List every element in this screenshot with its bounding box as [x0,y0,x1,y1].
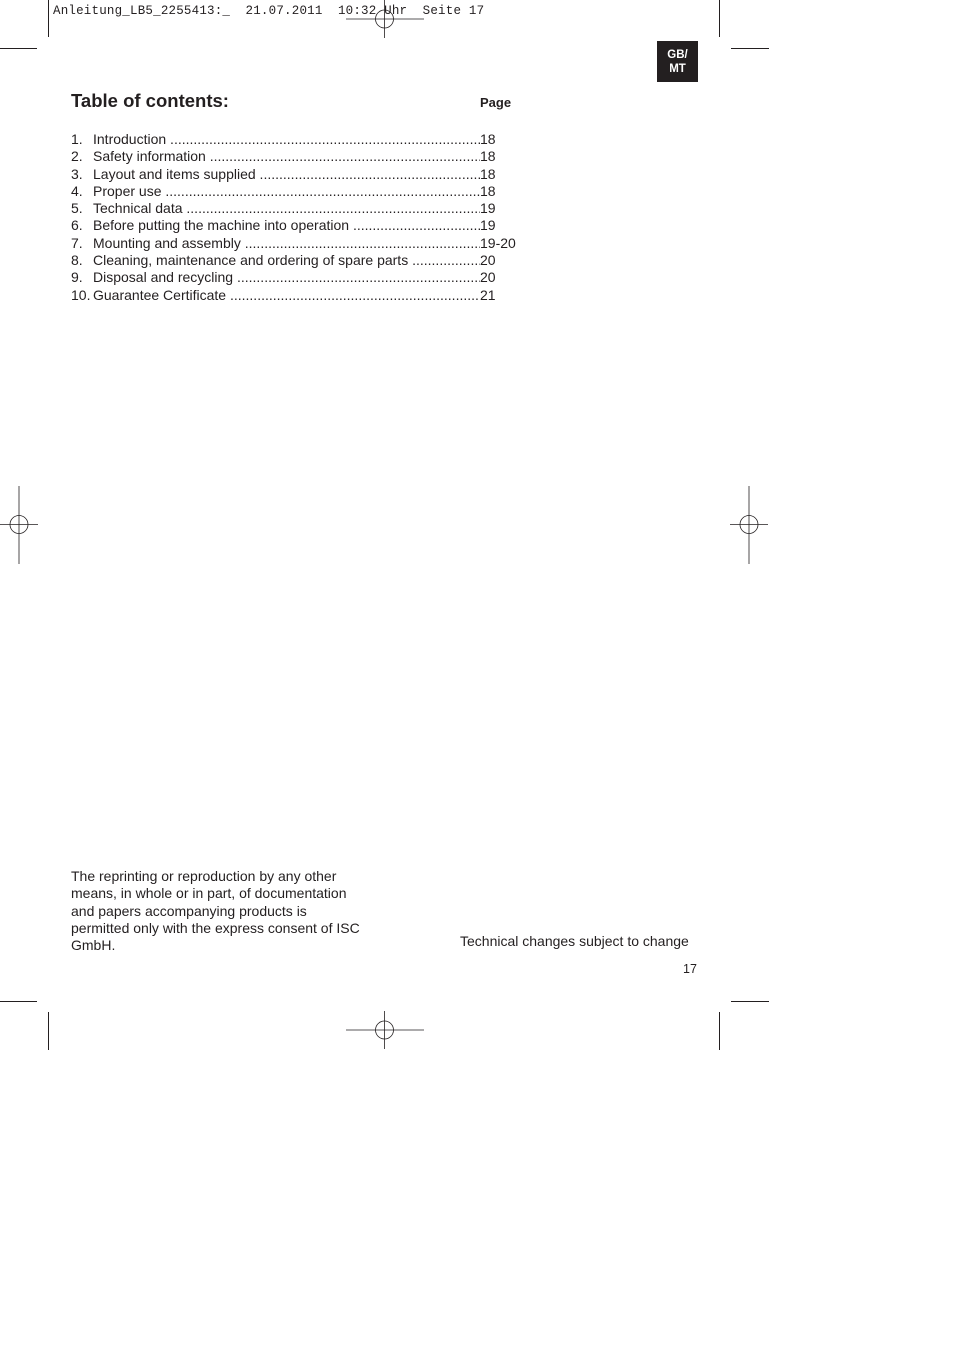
toc-item-label: Safety information ..... [93,148,480,165]
toc-item-label: Layout and items supplied ..... [93,166,480,183]
toc-item-page: 21 [480,286,496,303]
toc-item [71,287,541,304]
toc-item-number: 5. [71,200,83,217]
toc-item-number: 7. [71,234,83,251]
crop-mark-bottom-left-vertical [48,1012,49,1050]
crop-mark-top-right-vertical [719,0,720,37]
page-number: 17 [683,962,697,976]
reprint-notice-line: means, in whole or in part, of documentation [71,885,347,902]
toc-item-label: Disposal and recycling ..... [93,269,480,286]
toc-item-page: 18 [480,131,496,147]
language-badge-line-1: GB/ [667,48,688,61]
registration-mark-left-icon [0,486,38,564]
crop-mark-top-left-vertical [48,0,49,37]
toc-page-heading: Page [480,95,512,110]
crop-mark-top-left-horizontal [0,48,37,49]
toc-item [71,200,541,217]
language-badge-line-2: MT [669,62,686,75]
reprint-notice-line: permitted only with the express consent of ISC [71,919,360,936]
toc-item [71,269,541,286]
toc-item-label: Guarantee Certificate ..... [93,287,480,304]
toc-item [71,148,541,165]
crop-mark-top-right-horizontal [731,48,769,49]
toc-item-label: Introduction ..... [93,131,480,148]
toc-list [71,131,541,304]
toc-title: Table of contents: [71,90,229,111]
toc-item-page: 18 [480,182,496,199]
toc-item-number: 1. [71,131,83,147]
toc-item [71,235,541,252]
toc-item-number: 2. [71,148,83,165]
toc-item-page: 19-20 [480,234,516,251]
toc-item-label: Mounting and assembly ..... [93,235,480,252]
crop-mark-bottom-left-horizontal [0,1001,37,1002]
toc-item [71,252,541,269]
toc-item [71,131,541,148]
toc-item-number: 3. [71,165,83,182]
toc-item-number: 8. [71,252,83,269]
reprint-notice [71,868,381,954]
toc-item-page: 20 [480,252,496,269]
language-badge [657,41,698,82]
print-header-line: Anleitung_LB5_2255413:_ 21.07.2011 10:32 Uhr Seite 17 [53,4,485,18]
toc-item-label: Cleaning, maintenance and ordering of spare parts ..... [93,252,480,269]
toc-item-page: 18 [480,148,496,165]
toc-item-page: 19 [480,217,496,234]
reprint-notice-line: and papers accompanying products is [71,902,307,919]
crop-mark-bottom-right-horizontal [731,1001,769,1002]
toc-item-number: 9. [71,269,83,286]
toc-item-label: Before putting the machine into operation ..... [93,217,480,234]
toc-item-page: 19 [480,200,496,217]
toc-item-label: Technical data ..... [93,200,480,217]
toc-item [71,217,541,234]
registration-mark-bottom-icon [346,1011,424,1049]
registration-mark-top-icon [346,0,424,38]
toc-item-page: 18 [480,165,496,182]
toc-item-number: 4. [71,182,83,199]
toc-item [71,166,541,183]
reprint-notice-line: The reprinting or reproduction by any other [71,868,337,884]
toc-item-number: 10. [71,286,91,303]
toc-item-page: 20 [480,269,496,286]
toc-item-number: 6. [71,217,83,234]
toc-item-label: Proper use ..... [93,183,480,200]
toc-item [71,183,541,200]
reprint-notice-line: GmbH. [71,937,116,954]
registration-mark-right-icon [730,486,768,564]
crop-mark-bottom-right-vertical [719,1012,720,1050]
technical-changes-note: Technical changes subject to change [460,933,689,949]
